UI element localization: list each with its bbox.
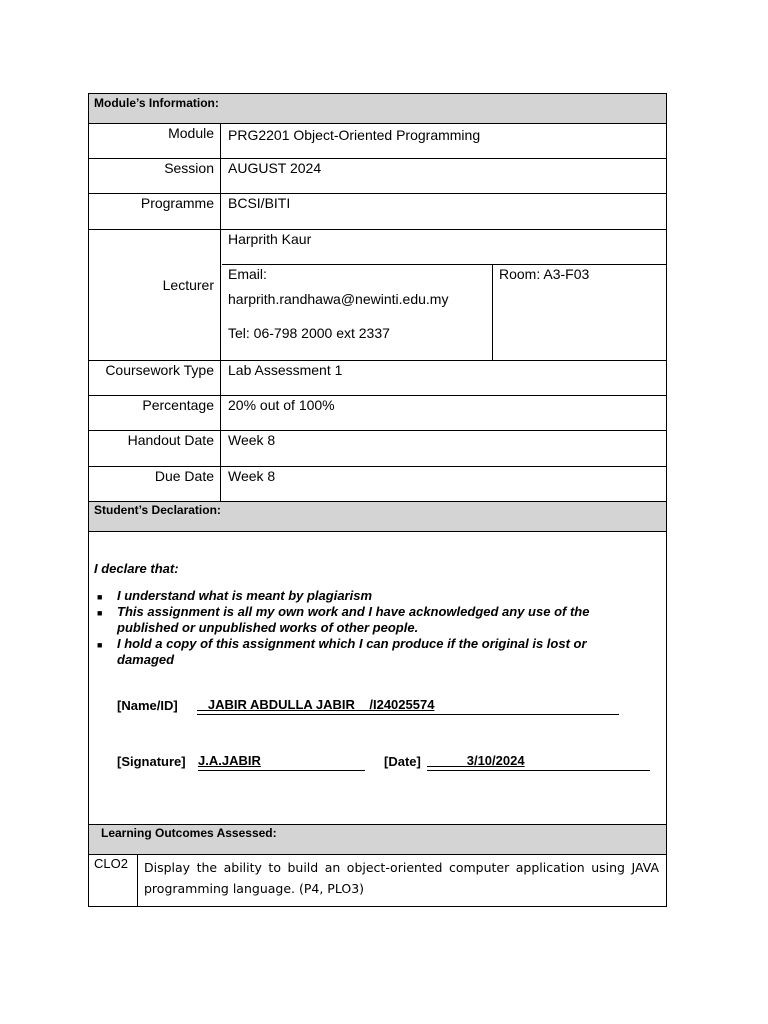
declaration-header <box>88 502 667 532</box>
square-bullet-icon: ■ <box>97 640 103 650</box>
module-value: PRG2201 Object-Oriented Programming <box>228 127 481 143</box>
email-label: Email: <box>228 266 267 282</box>
handout-date-row <box>88 431 667 467</box>
tel-value: Tel: 06-798 2000 ext 2337 <box>228 325 390 341</box>
clo-code: CLO2 <box>89 855 138 906</box>
name-id-field[interactable]: JABIR ABDULLA JABIR /I24025574 <box>197 697 619 715</box>
programme-value: BCSI/BITI <box>228 195 291 211</box>
lecturer-row <box>88 230 667 361</box>
date-field[interactable]: 3/10/2024 <box>427 753 650 771</box>
room-value: Room: A3-F03 <box>499 266 590 282</box>
percentage-row <box>88 396 667 431</box>
percentage-value: 20% out of 100% <box>228 397 335 413</box>
session-value: AUGUST 2024 <box>228 160 322 176</box>
learning-outcomes-title: Learning Outcomes Assessed: <box>101 826 277 840</box>
declaration-intro: I declare that: <box>94 561 179 576</box>
module-label: Module <box>89 124 221 158</box>
coursework-type-row <box>88 361 667 396</box>
square-bullet-icon: ■ <box>97 592 103 602</box>
module-info-header <box>88 93 667 124</box>
module-row <box>88 124 667 159</box>
due-date-value: Week 8 <box>228 468 276 484</box>
due-date-label: Due Date <box>89 467 221 501</box>
learning-outcome-row <box>88 855 667 907</box>
lecturer-contact <box>222 265 493 360</box>
signature-field[interactable]: J.A.JABIR <box>198 753 365 771</box>
name-id-label: [Name/ID] <box>117 698 178 713</box>
session-row <box>88 159 667 194</box>
email-value: harprith.randhawa@newinti.edu.my <box>228 291 449 307</box>
declaration-body <box>88 532 667 825</box>
handout-date-label: Handout Date <box>89 431 221 466</box>
declaration-item: ■ I hold a copy of this assignment which I can produce if the original is lost or damaged <box>97 636 587 667</box>
declaration-item: ■ This assignment is all my own work and I have acknowledged any use of the published or unpublished works of other people. <box>97 604 590 635</box>
signature-label: [Signature] <box>117 754 186 769</box>
programme-row <box>88 194 667 230</box>
clo-description: Display the ability to build an object-oriented computer application using JAVA programming language. (P4, PLO3) <box>144 860 659 896</box>
programme-label: Programme <box>89 194 221 229</box>
handout-date-value: Week 8 <box>228 432 276 448</box>
coursework-type-value: Lab Assessment 1 <box>228 362 343 378</box>
percentage-label: Percentage <box>89 396 221 430</box>
coursework-type-label: Coursework Type <box>89 361 221 395</box>
lecturer-label: Lecturer <box>89 230 221 360</box>
module-info-title: Module’s Information: <box>94 96 219 110</box>
session-label: Session <box>89 159 221 193</box>
date-label: [Date] <box>384 754 421 769</box>
declaration-title: Student’s Declaration: <box>94 503 221 517</box>
square-bullet-icon: ■ <box>97 608 103 618</box>
declaration-list <box>94 588 634 668</box>
due-date-row <box>88 467 667 502</box>
lecturer-name: Harprith Kaur <box>222 230 666 265</box>
declaration-item: ■ I understand what is meant by plagiarism <box>97 588 373 603</box>
learning-outcomes-header <box>88 825 667 855</box>
